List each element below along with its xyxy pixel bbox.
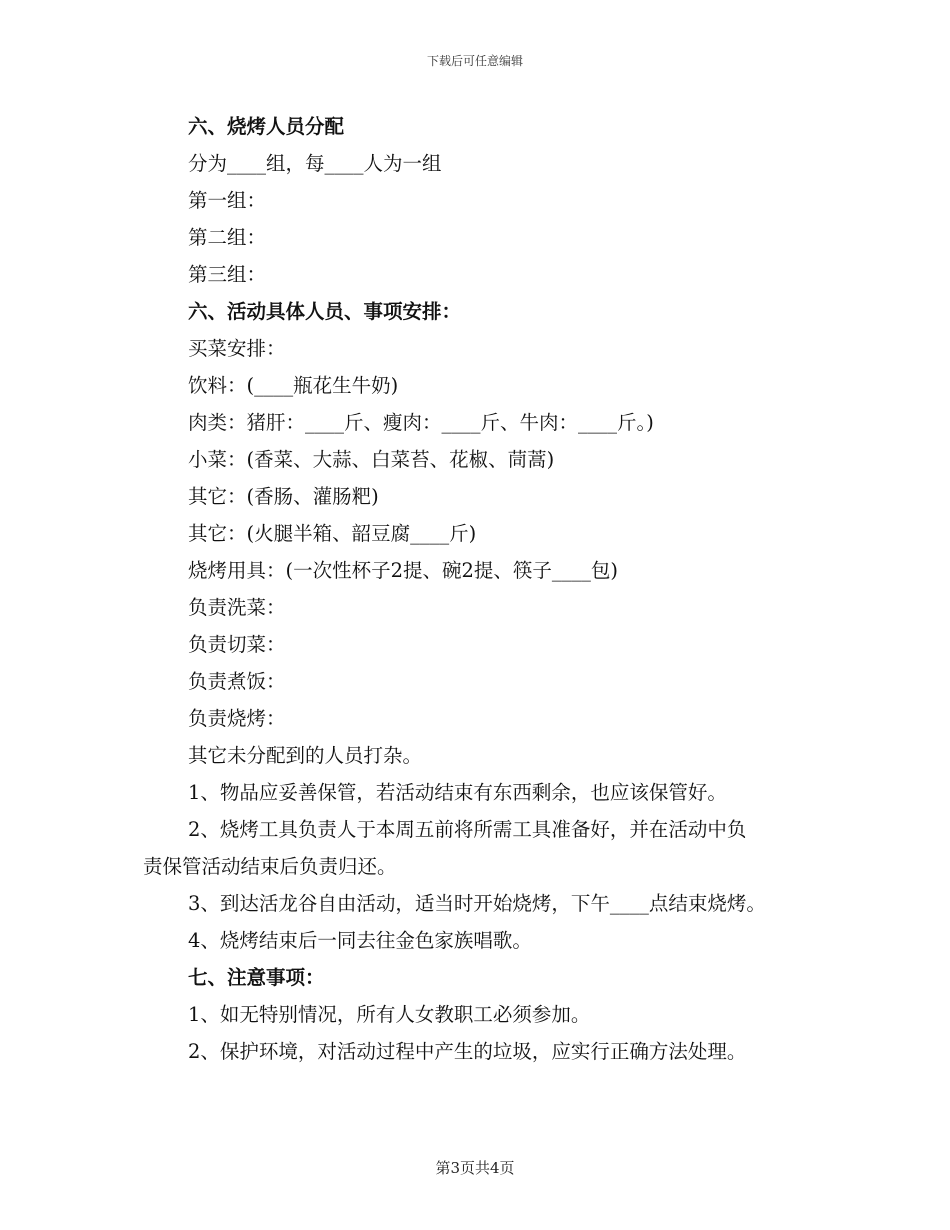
text-line: 第一组： (188, 189, 267, 212)
text-line: 第三组： (188, 263, 267, 286)
text-line: 第二组： (188, 226, 267, 249)
text-line: 3、到达活龙谷自由活动，适当时开始烧烤，下午____点结束烧烤。 (188, 892, 766, 915)
text-line: 负责煮饭： (188, 670, 286, 693)
section-heading: 六、活动具体人员、事项安排： (188, 300, 462, 323)
text-line: 负责烧烤： (188, 707, 286, 730)
page-footer: 第3页共4页 (435, 1159, 515, 1177)
page-header: 下载后可任意编辑 (426, 54, 523, 68)
section-heading: 七、注意事项： (188, 966, 325, 989)
document-body (143, 108, 823, 1070)
text-line: 负责洗菜： (188, 596, 286, 619)
text-line: 烧烤用具：(一次性杯子2提、碗2提、筷子____包) (188, 559, 619, 582)
text-line: 小菜：(香菜、大蒜、白菜苔、花椒、茼蒿) (188, 448, 555, 471)
section-lines-top (143, 108, 823, 811)
text-line: 1、如无特别情况，所有人女教职工必须参加。 (188, 1003, 591, 1026)
section-lines-bottom (143, 885, 823, 1070)
paragraph-row: 责保管活动结束后负责归还。 (143, 855, 397, 878)
paragraph-tool-responsibility (143, 811, 823, 885)
text-line: 负责切菜： (188, 633, 286, 656)
text-line: 分为____组，每____人为一组 (188, 152, 442, 175)
text-line: 4、烧烤结束后一同去往金色家族唱歌。 (188, 929, 532, 952)
section-heading: 六、烧烤人员分配 (188, 115, 345, 138)
text-line: 其它：(香肠、灌肠粑) (188, 485, 379, 508)
text-line: 2、保护环境，对活动过程中产生的垃圾，应实行正确方法处理。 (188, 1040, 747, 1063)
text-line: 饮料：(____瓶花生牛奶) (188, 374, 399, 397)
text-line: 1、物品应妥善保管，若活动结束有东西剩余，也应该保管好。 (188, 781, 727, 804)
text-line: 其它未分配到的人员打杂。 (188, 744, 423, 767)
paragraph-row: 2、烧烤工具负责人于本周五前将所需工具准备好，并在活动中负 (188, 818, 747, 841)
text-line: 买菜安排： (188, 337, 286, 360)
text-line: 肉类：猪肝：____斤、瘦肉：____斤、牛肉：____斤。) (188, 411, 654, 434)
text-line: 其它：(火腿半箱、韶豆腐____斤) (188, 522, 477, 545)
